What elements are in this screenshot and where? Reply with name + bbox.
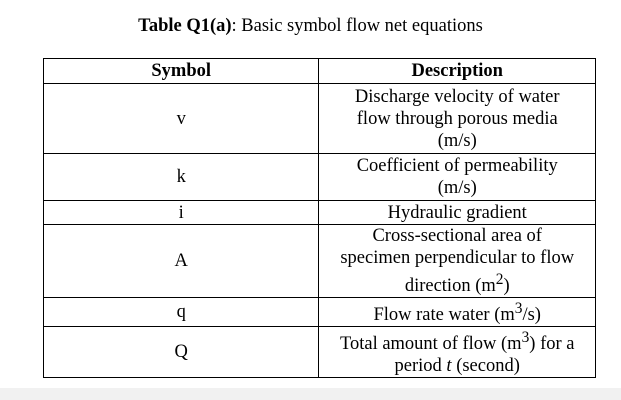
description-text: direction (m — [404, 276, 496, 297]
italic-variable: t — [446, 356, 452, 377]
description-line: specimen perpendicular to flow — [340, 248, 575, 268]
table-row — [44, 84, 596, 154]
header-row — [44, 59, 596, 84]
table-row — [44, 154, 596, 201]
table-row — [44, 201, 596, 225]
symbol-cell: i — [44, 201, 319, 225]
description-line: flow through porous media — [356, 108, 558, 129]
page-bottom-strip — [0, 388, 621, 400]
description-line — [404, 271, 510, 297]
superscript: 3 — [514, 300, 523, 318]
description-text: Total amount of flow (m — [339, 334, 522, 355]
header-symbol: Symbol — [44, 59, 319, 84]
description-text: (second) — [451, 356, 520, 377]
description-line: Hydraulic gradient — [387, 202, 527, 223]
table-row — [44, 327, 596, 378]
symbol-cell: v — [44, 84, 319, 154]
description-cell — [319, 298, 596, 327]
description-cell — [319, 84, 596, 154]
description-cell — [319, 225, 596, 298]
table-row — [44, 298, 596, 327]
description-line: Discharge velocity of water — [354, 86, 560, 107]
description-line — [339, 329, 575, 355]
description-line: (m/s) — [437, 130, 477, 151]
description-text: period — [394, 356, 447, 377]
symbol-cell: Q — [44, 327, 319, 378]
description-line: (m/s) — [437, 178, 477, 198]
table-row — [44, 225, 596, 298]
caption-label: Table Q1(a) — [138, 16, 232, 36]
description-text: /s) — [522, 305, 541, 326]
description-line: Cross-sectional area of — [372, 226, 542, 246]
caption-text: : Basic symbol flow net equations — [231, 16, 483, 36]
description-line — [395, 356, 520, 376]
description-cell — [319, 327, 596, 378]
flow-net-table — [43, 58, 596, 378]
description-cell — [319, 154, 596, 201]
symbol-cell: q — [44, 298, 319, 327]
description-line: Coefficient of permeability — [356, 156, 558, 176]
description-text: Flow rate water (m — [373, 305, 515, 326]
symbol-cell: A — [44, 225, 319, 298]
symbol-cell: k — [44, 154, 319, 201]
description-text: ) — [503, 276, 510, 297]
table-caption — [0, 14, 621, 38]
description-cell — [319, 201, 596, 225]
superscript: 3 — [521, 329, 530, 347]
description-text: ) for a — [529, 334, 575, 355]
superscript: 2 — [495, 271, 504, 288]
header-description: Description — [319, 59, 596, 84]
